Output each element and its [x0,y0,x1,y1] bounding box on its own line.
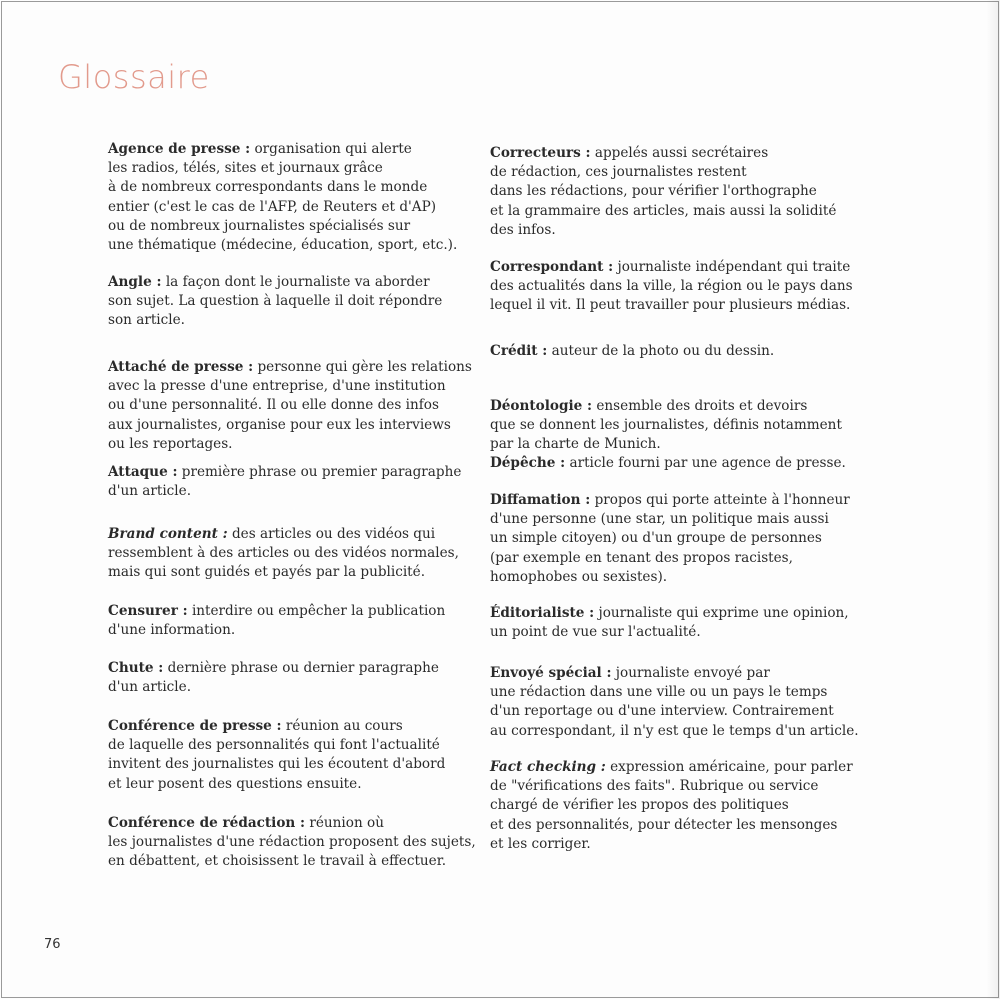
definition-text: une rédaction dans une ville ou un pays le temps [490,684,828,701]
glossary-entry [108,140,468,255]
glossary-term: Éditorialiste : [490,605,595,621]
definition-text: de rédaction, ces journalistes restent [490,164,747,181]
definition-text: personne qui gère les relations [253,359,472,375]
definition-text: journaliste qui exprime une opinion, [594,605,849,621]
glossary-entry [490,664,859,741]
entry-line [490,816,850,835]
definition-text: réunion au cours [281,718,403,734]
glossary-term: Envoyé spécial : [490,665,612,681]
entry-line [108,236,468,255]
definition-text: réunion où [305,815,384,831]
entry-first-line [490,454,850,473]
entry-line [108,217,468,236]
entry-line [490,221,850,240]
entry-line [490,416,850,435]
glossary-entry [490,144,850,240]
entry-first-line [490,342,850,361]
glossary-term: Déontologie : [490,398,593,414]
entry-line [108,736,468,755]
glossary-entry [490,491,850,587]
definition-text: des articles ou des vidéos qui [227,526,436,542]
glossary-entry [108,602,468,640]
entry-first-line [108,525,468,544]
definition-text: journaliste envoyé par [611,665,770,681]
glossary-entry [490,604,850,642]
entry-line [108,833,476,852]
definition-text: homophobes ou sexistes). [490,568,668,585]
entry-line [108,159,468,178]
glossary-entry [108,358,472,454]
glossary-term: Diffamation : [490,492,591,508]
definition-text: mais qui sont guidés et payés par la publicité. [108,564,426,581]
definition-text: les radios, télés, sites et journaux grâce [108,160,383,177]
definition-text: aux journalistes, organise pour eux les interviews [108,416,451,433]
entry-first-line [490,758,853,777]
definition-text: ressemblent à des articles ou des vidéos normales, [108,545,459,562]
definition-text: son sujet. La question à laquelle il doit répondre [108,293,443,310]
definition-text: d'une information. [108,622,236,639]
entry-line [108,377,468,396]
entry-line [490,163,850,182]
definition-text: un simple citoyen) ou d'un groupe de personnes [490,530,822,547]
entry-line [108,482,468,501]
definition-text: et les corriger. [490,835,591,852]
definition-text: propos qui porte atteinte à l'honneur [590,492,850,508]
glossary-term: Fact checking : [490,759,606,775]
glossary-entry [108,525,468,583]
entry-line [490,549,850,568]
entry-line [108,775,468,794]
definition-text: ou les reportages. [108,435,233,452]
glossary-entry [490,758,853,854]
definition-text: journaliste indépendant qui traite [613,259,851,275]
entry-first-line [108,463,468,482]
glossary-entry [108,717,468,794]
definition-text: en débattent, et choisissent le travail à effectuer. [108,853,447,870]
definition-text: d'un article. [108,483,192,500]
entry-line [490,835,850,854]
definition-text: dans les rédactions, pour vérifier l'orthographe [490,183,817,200]
glossary-entry [108,814,476,872]
glossary-entry [108,463,468,501]
page-title: Glossaire [58,58,210,96]
glossary-entry [108,273,468,331]
glossary-term: Attaque : [108,464,178,480]
definition-text: invitent des journalistes qui les écoutent d'abord [108,756,446,773]
entry-line [490,277,853,296]
entry-first-line [490,397,850,416]
glossary-term: Agence de presse : [108,141,251,157]
entry-line [108,435,468,454]
glossary-term: Correcteurs : [490,145,591,161]
entry-first-line [108,814,468,833]
entry-line [108,292,468,311]
entry-line [490,182,850,201]
entry-first-line [108,602,468,621]
entry-line [108,311,468,330]
entry-line [108,852,468,871]
entry-line [490,202,850,221]
entry-line [108,544,468,563]
definition-text: ou de nombreux journalistes spécialisés sur [108,217,411,234]
entry-line [108,621,468,640]
entry-line [490,702,850,721]
definition-text: de "vérifications des faits". Rubrique ou service [490,778,819,795]
definition-text: et des personnalités, pour détecter les mensonges [490,816,838,833]
glossary-term: Censurer : [108,603,188,619]
entry-first-line [490,258,850,277]
entry-first-line [108,358,472,377]
definition-text: les journalistes d'une rédaction proposent des sujets, [108,834,476,851]
glossary-term: Conférence de rédaction : [108,815,306,831]
definition-text: par la charte de Munich. [490,436,661,453]
definition-text: expression américaine, pour parler [605,759,853,775]
page-edge-shadow [986,0,1000,999]
definition-text: des actualités dans la ville, la région ou le pays dans [490,278,853,295]
entry-first-line [490,144,850,163]
page-number: 76 [44,937,61,952]
glossary-term: Chute : [108,660,164,676]
glossary-entry [490,397,850,455]
glossary-term: Angle : [108,274,162,290]
definition-text: la façon dont le journaliste va aborder [161,274,430,290]
definition-text: dernière phrase ou dernier paragraphe [163,660,439,676]
definition-text: à de nombreux correspondants dans le monde [108,179,428,196]
definition-text: chargé de vérifier les propos des politiques [490,797,789,814]
entry-line [108,678,468,697]
glossary-entry [490,342,850,361]
entry-first-line [108,140,468,159]
entry-first-line [490,604,850,623]
glossary-term: Brand content : [108,526,228,542]
entry-line [490,510,850,529]
definition-text: appelés aussi secrétaires [590,145,769,161]
definition-text: auteur de la photo ou du dessin. [547,343,775,359]
definition-text: lequel il vit. Il peut travailler pour plusieurs médias. [490,297,851,314]
entry-line [490,568,850,587]
definition-text: un point de vue sur l'actualité. [490,624,701,641]
definition-text: avec la presse d'une entreprise, d'une institution [108,378,446,395]
definition-text: que se donnent les journalistes, définis notamment [490,417,842,434]
definition-text: (par exemple en tenant des propos racistes, [490,549,793,566]
entry-first-line [108,717,468,736]
entry-line [490,796,850,815]
entry-line [108,416,468,435]
definition-text: interdire ou empêcher la publication [187,603,446,619]
definition-text: première phrase ou premier paragraphe [177,464,462,480]
entry-line [108,563,468,582]
entry-line [490,296,850,315]
definition-text: et la grammaire des articles, mais aussi la solidité [490,202,837,219]
definition-text: de laquelle des personnalités qui font l'actualité [108,737,440,754]
glossary-term: Attaché de presse : [108,359,254,375]
entry-line [108,198,468,217]
definition-text: et leur posent des questions ensuite. [108,775,362,792]
definition-text: des infos. [490,221,556,238]
entry-line [490,623,850,642]
glossary-entry [490,258,853,316]
glossary-term: Crédit : [490,343,548,359]
glossary-entry [108,659,468,697]
entry-line [108,396,468,415]
entry-first-line [108,659,468,678]
definition-text: une thématique (médecine, éducation, sport, etc.). [108,237,458,254]
definition-text: d'un article. [108,679,192,696]
definition-text: entier (c'est le cas de l'AFP, de Reuters et d'AP) [108,198,437,215]
entry-line [108,755,468,774]
entry-line [490,529,850,548]
definition-text: ensemble des droits et devoirs [592,398,808,414]
definition-text: d'un reportage ou d'une interview. Contrairement [490,703,834,720]
glossary-entry [490,454,850,473]
entry-line [490,435,850,454]
glossary-term: Correspondant : [490,259,614,275]
entry-line [490,722,859,741]
glossary-term: Dépêche : [490,455,566,471]
entry-line [108,178,468,197]
definition-text: organisation qui alerte [250,141,412,157]
entry-first-line [490,491,850,510]
definition-text: au correspondant, il n'y est que le temps d'un article. [490,722,859,739]
definition-text: son article. [108,312,185,329]
entry-first-line [490,664,850,683]
definition-text: ou d'une personnalité. Il ou elle donne des infos [108,397,439,414]
definition-text: d'une personne (une star, un politique mais aussi [490,511,829,528]
entry-line [490,777,850,796]
entry-line [490,683,850,702]
entry-first-line [108,273,468,292]
glossary-term: Conférence de presse : [108,718,282,734]
definition-text: article fourni par une agence de presse. [565,455,846,471]
